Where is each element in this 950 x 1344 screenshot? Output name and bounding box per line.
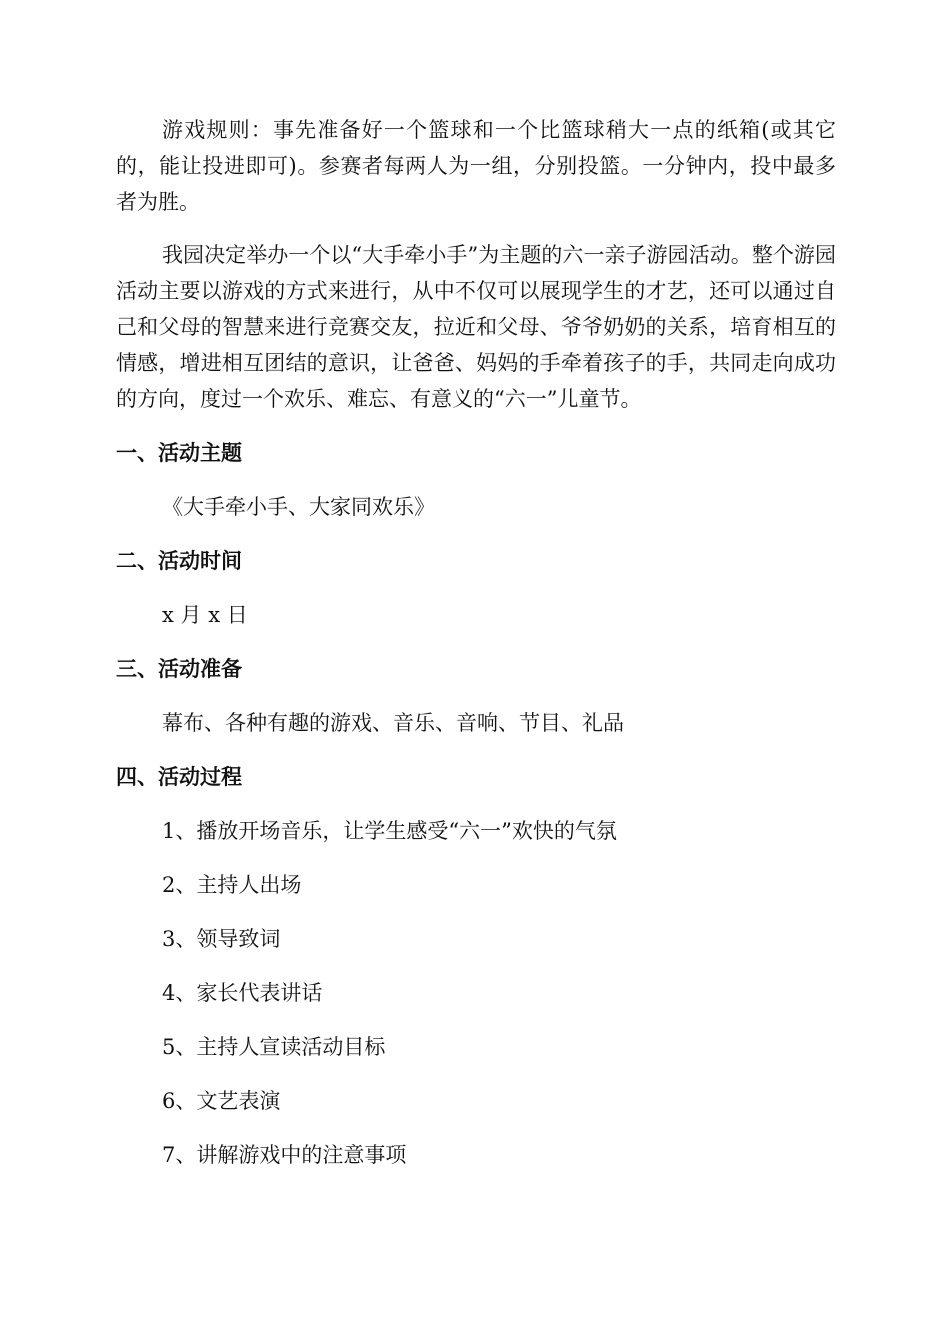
game-rules-paragraph: 游戏规则：事先准备好一个篮球和一个比篮球稍大一点的纸箱(或其它的，能让投进即可)。参赛者每两人为一组，分别投篮。一分钟内，投中最多者为胜。 [116, 118, 836, 214]
process-item: 2、主持人出场 [162, 873, 302, 897]
process-item: 5、主持人宣读活动目标 [162, 1035, 386, 1059]
document-page [116, 112, 836, 1191]
heading-theme: 一、活动主题 [116, 441, 242, 465]
process-item: 4、家长代表讲话 [162, 981, 323, 1005]
process-item: 7、讲解游戏中的注意事项 [162, 1143, 407, 1167]
preparation-content: 幕布、各种有趣的游戏、音乐、音响、节目、礼品 [162, 711, 624, 735]
process-item: 6、文艺表演 [162, 1089, 281, 1113]
theme-content: 《大手牵小手、大家同欢乐》 [162, 495, 435, 519]
process-item: 1、播放开场音乐，让学生感受“六一”欢快的气氛 [162, 819, 617, 843]
process-item: 3、领导致词 [162, 927, 281, 951]
heading-preparation: 三、活动准备 [116, 657, 242, 681]
time-content: x 月 x 日 [162, 603, 248, 627]
intro-paragraph: 我园决定举办一个以“大手牵小手”为主题的六一亲子游园活动。整个游园活动主要以游戏的方式来进行，从中不仅可以展现学生的才艺，还可以通过自己和父母的智慧来进行竞赛交友，拉近和父母、爷爷奶奶的关系，培育相互的情感，增进相互团结的意识，让爸爸、妈妈的手牵着孩子的手，共同走向成功的方向，度过一个欢乐、难忘、有意义的“六一”儿童节。 [116, 243, 836, 411]
heading-time: 二、活动时间 [116, 549, 242, 573]
heading-process: 四、活动过程 [116, 765, 242, 789]
